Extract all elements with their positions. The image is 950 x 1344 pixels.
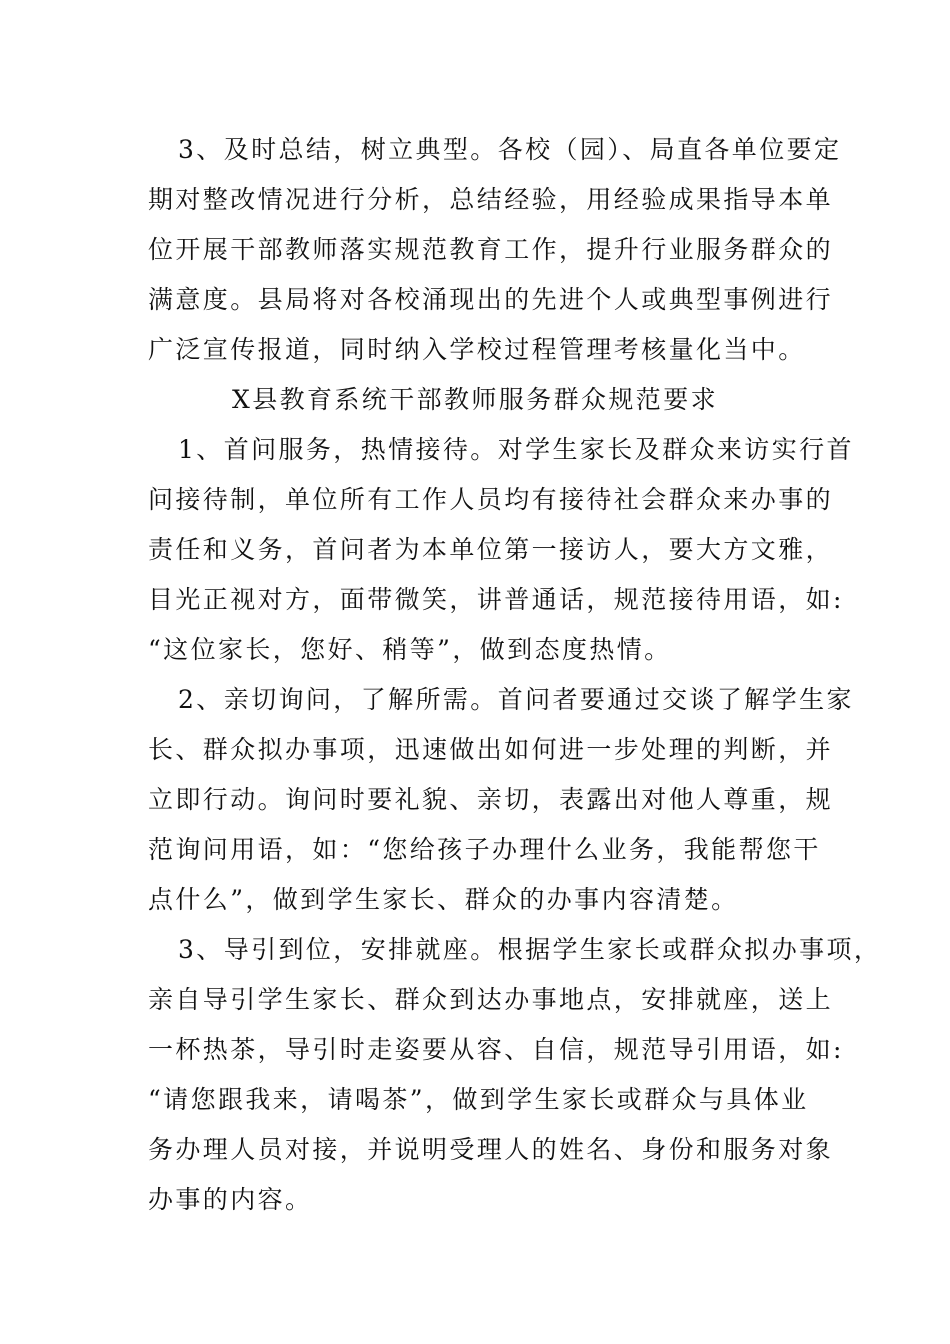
- paragraph-line: 目光正视对方，面带微笑，讲普通话，规范接待用语，如:: [148, 585, 844, 614]
- paragraph-line: 2、亲切询问，了解所需。首问者要通过交谈了解学生家: [178, 685, 854, 714]
- paragraph-line: 3、及时总结，树立典型。各校（园）、局直各单位要定: [178, 135, 842, 164]
- section-title: X县教育系统干部教师服务群众规范要求: [232, 385, 718, 414]
- paragraph-line: 广泛宣传报道，同时纳入学校过程管理考核量化当中。: [148, 335, 806, 364]
- paragraph-line: 办事的内容。: [148, 1185, 313, 1214]
- paragraph-line: 务办理人员对接，并说明受理人的姓名、身份和服务对象: [148, 1135, 834, 1164]
- paragraph-line: 范询问用语，如：“您给孩子办理什么业务，我能帮您干: [148, 835, 821, 864]
- paragraph-line: 亲自导引学生家长、群众到达办事地点，安排就座，送上: [148, 985, 834, 1014]
- paragraph-line: “这位家长，您好、稍等”，做到态度热情。: [148, 635, 672, 664]
- paragraph-line: 一杯热茶，导引时走姿要从容、自信，规范导引用语，如:: [148, 1035, 844, 1064]
- paragraph-line: 长、群众拟办事项，迅速做出如何进一步处理的判断，并: [148, 735, 834, 764]
- paragraph-line: 1、首问服务，热情接待。对学生家长及群众来访实行首: [178, 435, 854, 464]
- paragraph-line: 问接待制，单位所有工作人员均有接待社会群众来办事的: [148, 485, 834, 514]
- paragraph-line: 点什么”，做到学生家长、群众的办事内容清楚。: [148, 885, 739, 914]
- paragraph-line: 3、导引到位，安排就座。根据学生家长或群众拟办事项，: [178, 935, 882, 964]
- paragraph-line: 期对整改情况进行分析，总结经验，用经验成果指导本单: [148, 185, 834, 214]
- paragraph-line: “请您跟我来，请喝茶”，做到学生家长或群众与具体业: [148, 1085, 809, 1114]
- paragraph-line: 位开展干部教师落实规范教育工作，提升行业服务群众的: [148, 235, 834, 264]
- paragraph-line: 满意度。县局将对各校涌现出的先进个人或典型事例进行: [148, 285, 834, 314]
- paragraph-line: 立即行动。询问时要礼貌、亲切，表露出对他人尊重，规: [148, 785, 834, 814]
- paragraph-line: 责任和义务，首问者为本单位第一接访人，要大方文雅，: [148, 535, 834, 564]
